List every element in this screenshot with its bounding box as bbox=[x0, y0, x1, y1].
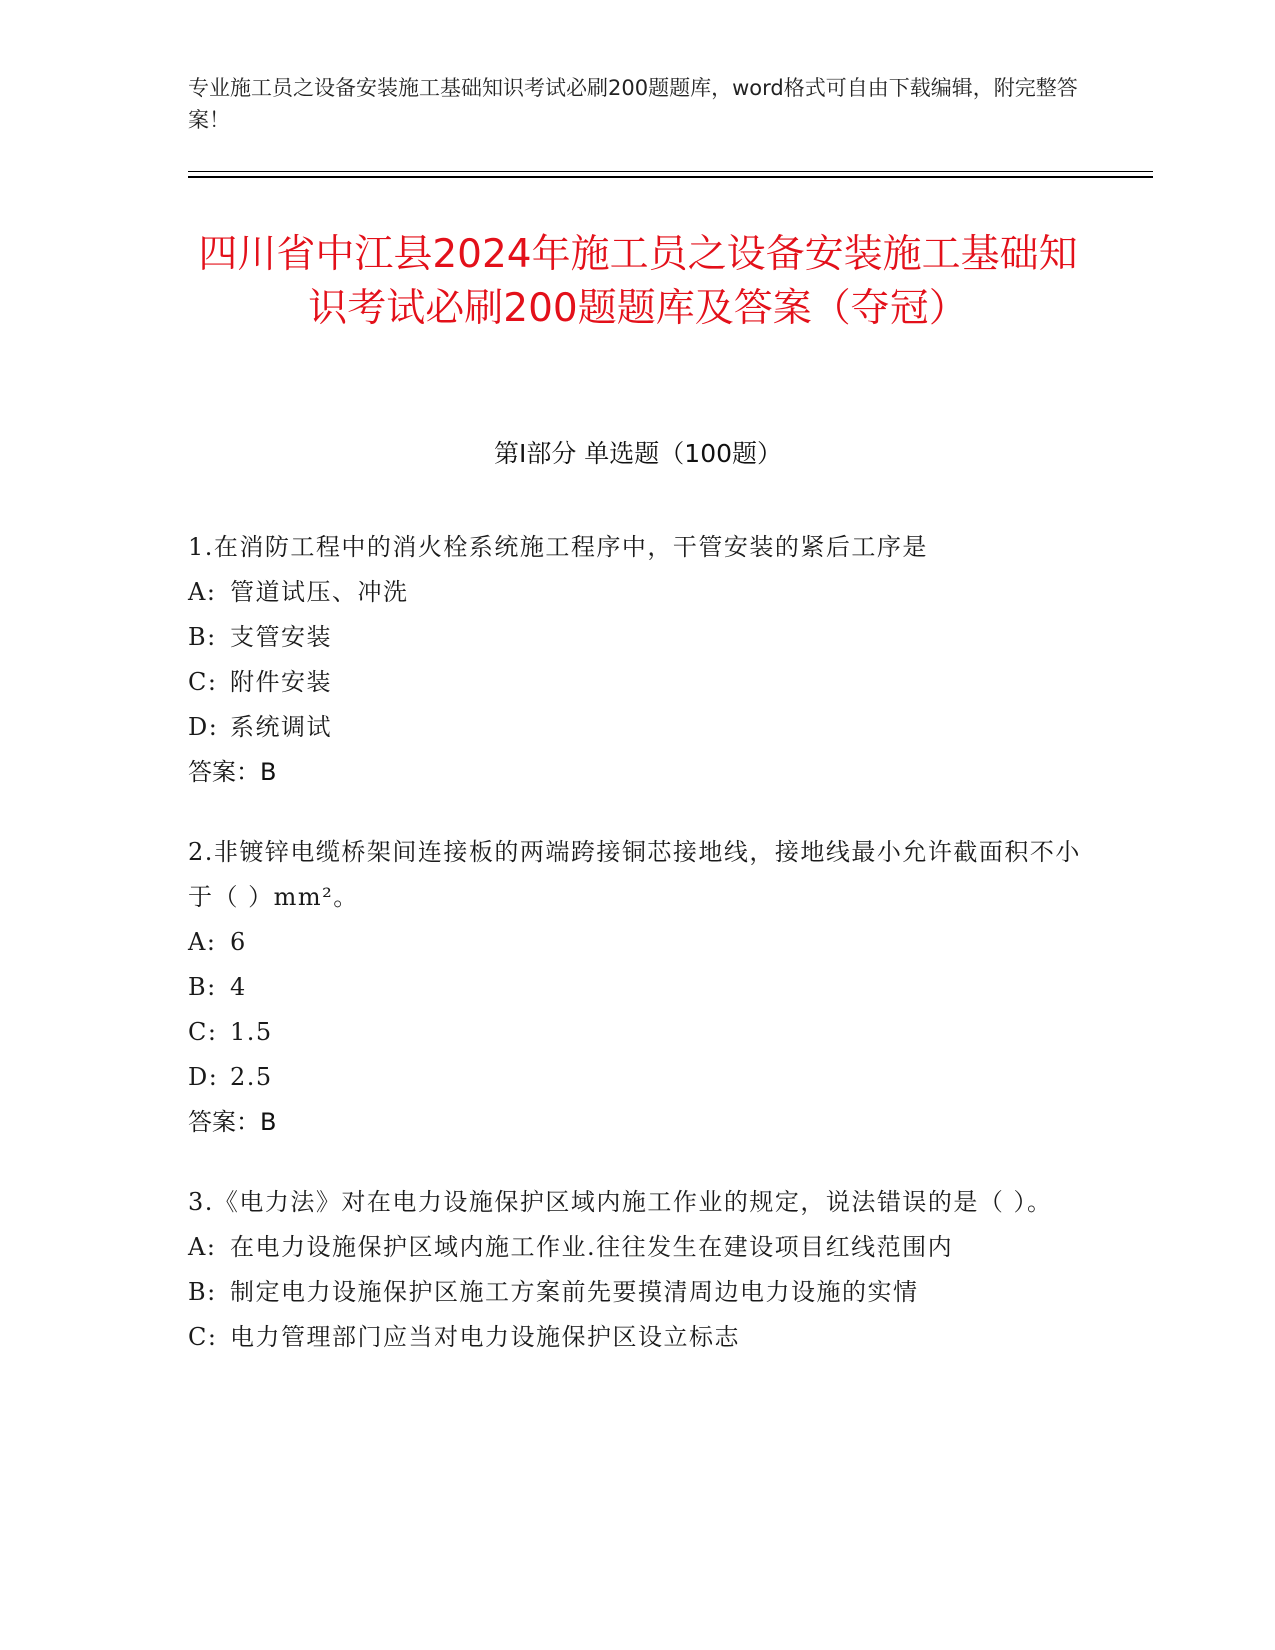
option-letter: A: bbox=[188, 1233, 217, 1261]
option-d bbox=[188, 705, 1088, 750]
header-divider-thick bbox=[188, 176, 1153, 178]
option-letter: B: bbox=[188, 623, 217, 651]
option-letter: C: bbox=[188, 1323, 218, 1351]
option-a bbox=[188, 1225, 1088, 1270]
header-divider-thin bbox=[188, 171, 1153, 172]
option-text: 电力管理部门应当对电力设施保护区设立标志 bbox=[230, 1323, 740, 1351]
answer-line: 答案：B bbox=[188, 1108, 277, 1136]
option-letter: C: bbox=[188, 1018, 218, 1046]
option-b bbox=[188, 965, 1088, 1010]
option-text: 制定电力设施保护区施工方案前先要摸清周边电力设施的实情 bbox=[230, 1278, 919, 1306]
option-c bbox=[188, 1315, 1088, 1360]
option-c bbox=[188, 660, 1088, 705]
section-title: 第I部分 单选题（100题） bbox=[493, 439, 783, 468]
option-text: 6 bbox=[230, 928, 247, 956]
question-stem: 1.在消防工程中的消火栓系统施工程序中，干管安装的紧后工序是 bbox=[188, 533, 928, 561]
option-text: 2.5 bbox=[230, 1063, 273, 1091]
option-a bbox=[188, 570, 1088, 615]
option-text: 4 bbox=[230, 973, 247, 1001]
header-note: 专业施工员之设备安装施工基础知识考试必刷200题题库，word格式可自由下载编辑，附完整答案！ bbox=[188, 76, 1078, 132]
option-letter: A: bbox=[188, 928, 217, 956]
option-text: 附件安装 bbox=[230, 668, 332, 696]
option-d bbox=[188, 1055, 1088, 1100]
option-text: 在电力设施保护区域内施工作业.往往发生在建设项目红线范围内 bbox=[230, 1233, 954, 1261]
question-stem: 2.非镀锌电缆桥架间连接板的两端跨接铜芯接地线，接地线最小允许截面积不小于（ ）mm²。 bbox=[188, 838, 1081, 911]
option-a bbox=[188, 920, 1088, 965]
question-item bbox=[188, 830, 1088, 1145]
option-b bbox=[188, 1270, 1088, 1315]
option-letter: B: bbox=[188, 1278, 217, 1306]
document-title: 四川省中江县2024年施工员之设备安装施工基础知识考试必刷200题题库及答案（夺冠） bbox=[198, 232, 1078, 331]
option-b bbox=[188, 615, 1088, 660]
question-list bbox=[188, 525, 1088, 1395]
question-item bbox=[188, 1180, 1088, 1360]
question-item bbox=[188, 525, 1088, 795]
option-letter: D: bbox=[188, 1063, 219, 1091]
option-letter: A: bbox=[188, 578, 217, 606]
question-stem: 3.《电力法》对在电力设施保护区域内施工作业的规定，说法错误的是（ ）。 bbox=[188, 1188, 1053, 1216]
option-letter: C: bbox=[188, 668, 218, 696]
option-text: 支管安装 bbox=[230, 623, 332, 651]
option-c bbox=[188, 1010, 1088, 1055]
answer-line: 答案：B bbox=[188, 758, 277, 786]
option-letter: B: bbox=[188, 973, 217, 1001]
option-text: 1.5 bbox=[230, 1018, 273, 1046]
option-text: 管道试压、冲洗 bbox=[230, 578, 409, 606]
option-text: 系统调试 bbox=[230, 713, 332, 741]
option-letter: D: bbox=[188, 713, 219, 741]
